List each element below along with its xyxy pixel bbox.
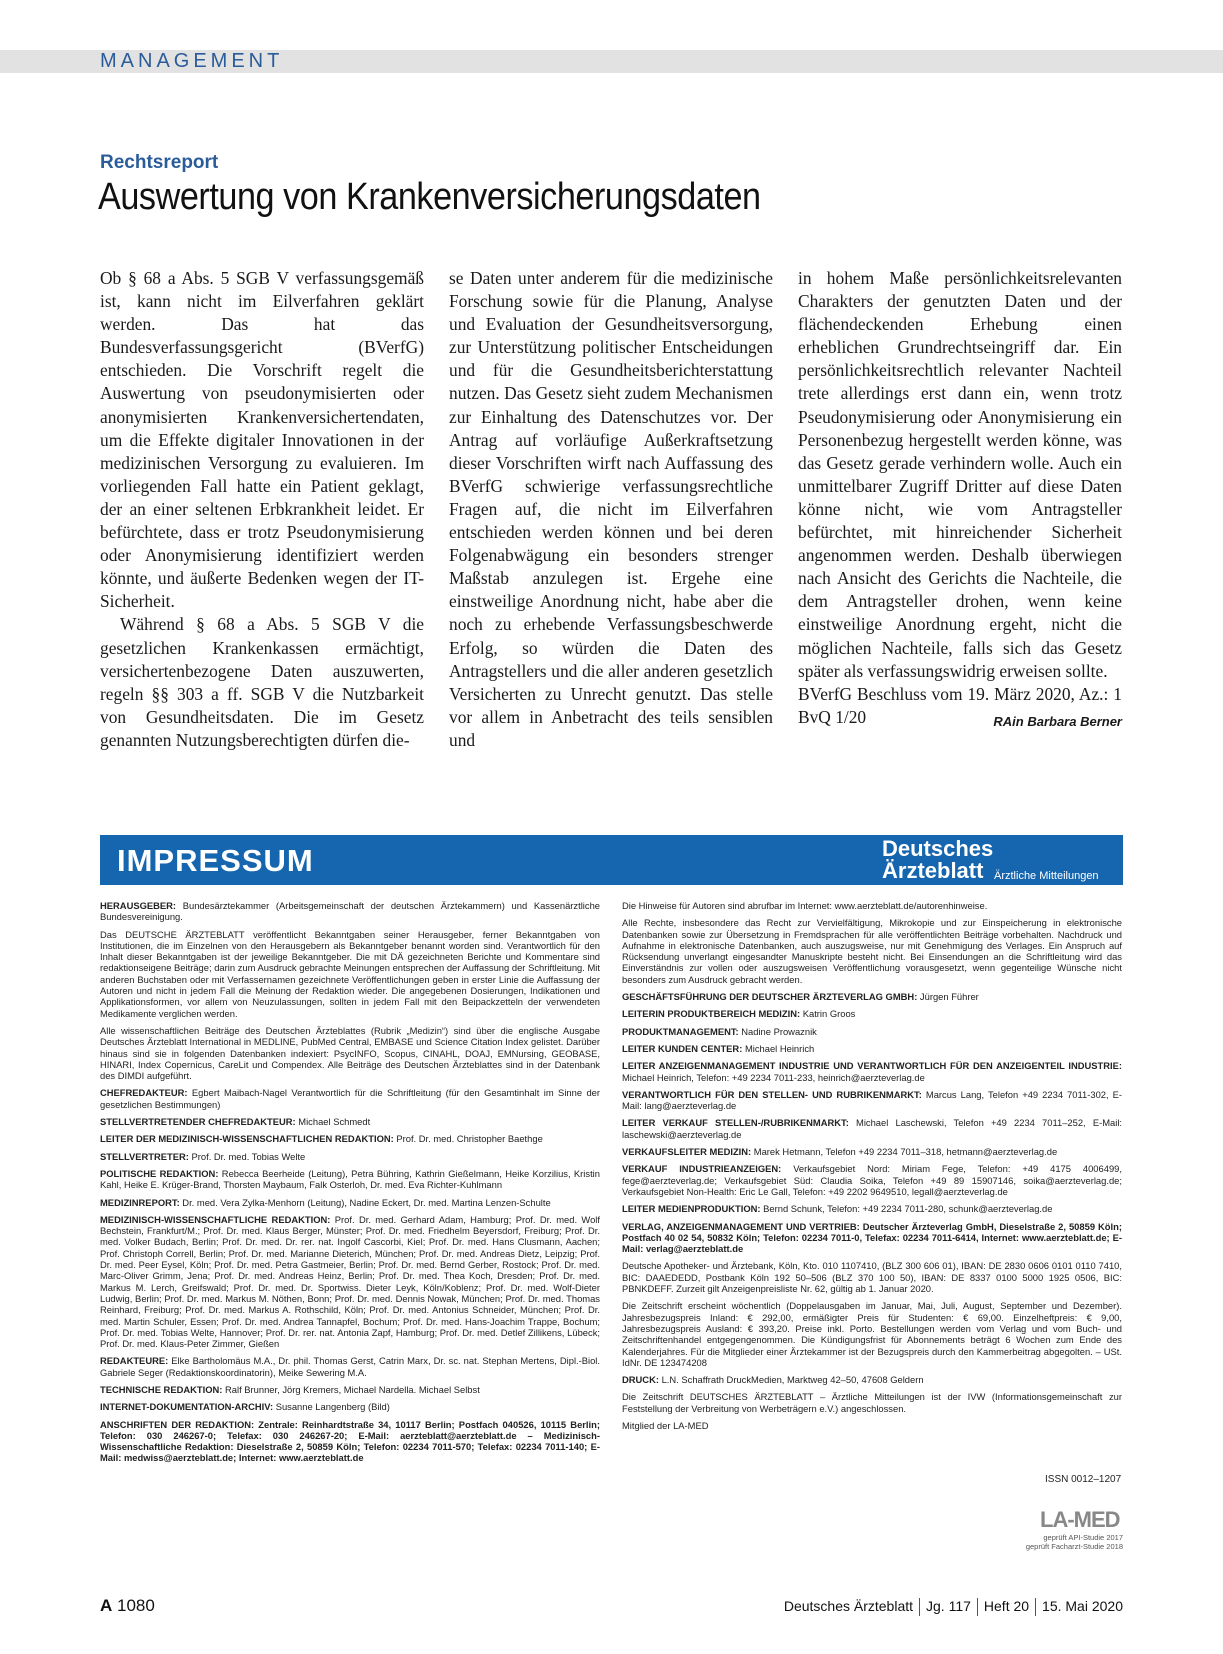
impressum-entry [622, 1089, 1122, 1112]
impressum-heading: VERKAUF INDUSTRIEANZEIGEN: [622, 1163, 782, 1175]
impressum-entry [100, 1355, 600, 1378]
court-reference: BVerfG Beschluss vom 19. März 2020, Az.: 1 BvQ 1/20 [798, 683, 1122, 727]
impressum-entry [622, 1163, 1122, 1197]
article-column-2 [449, 267, 773, 752]
lamed-cert-2: geprüft Facharzt-Studie 2018 [1025, 1542, 1123, 1551]
impressum-text: Michael Laschewski, Telefon +49 2234 7011–252, E-Mail: laschewski@aerzteverlag.de [622, 1117, 1123, 1140]
issn: ISSN 0012–1207 [1045, 1474, 1122, 1485]
impressum-heading: LEITER DER MEDIZINISCH-WISSENSCHAFTLICHEN REDAKTION: [100, 1133, 394, 1145]
impressum-entry [622, 1391, 1122, 1414]
impressum-text: Michael Heinrich [744, 1042, 815, 1054]
impressum-heading: DRUCK: [622, 1374, 659, 1386]
impressum-entry [100, 1025, 600, 1081]
footer-issue: Heft 20 [983, 1598, 1030, 1614]
impressum-text: Nadine Prowaznik [741, 1025, 817, 1037]
journal-logo-subtitle: Ärztliche Mitteilungen [994, 870, 1099, 882]
impressum-entry [100, 1401, 600, 1412]
impressum-heading: STELLVERTRETENDER CHEFREDAKTEUR: [100, 1116, 296, 1128]
impressum-column-right [622, 900, 1122, 1437]
impressum-text: Alle Rechte, insbesondere das Recht zur Vervielfältigung, Mikrokopie und zur Einspeicherung in elektronische Datenbanken sowie zur Übersetzung in Fremdsprachen für alle veröffentlichten Beiträge vorbehalten. Nachdruck und Aufnahme in elektronische Datenbanken, auch auszugsweise, nur mit Genehmigung des Verlages. Ein Anspruch auf Rücksendung unverlangt eingesandter Manuskripte besteht nicht. Bei Einsendungen an die Schriftleitung wird das Einverständnis zur vollen oder auszugsweisen Veröffentlichung vorausgesetzt, wenn gegenteilige Wünsche nicht besonders zum Ausdruck gebracht werden. [622, 917, 1122, 985]
impressum-column-left [100, 900, 600, 1470]
impressum-entry [622, 991, 1122, 1002]
paragraph: Ob § 68 a Abs. 5 SGB V verfassungsgemäß ist, kann nicht im Eilverfahren geklärt werden. Das hat das Bundesverfassungsgericht (BVerfG) entschieden. Die Vorschrift regelt die Auswertung von pseudonymisierten oder anonymisierten Krankenversichertendaten, um die Effekte digitaler Innovationen in der medizinischen Versorgung zu evaluieren. Im vorliegenden Fall hatte ein Patient geklagt, der an einer seltenen Erbkrankheit leidet. Er befürchtete, dass er trotz Pseudonymisierung oder Anonymisierung identifiziert werden könnte, und äußerte Bedenken wegen der IT-Sicherheit. [100, 268, 424, 612]
impressum-entry [622, 1203, 1122, 1214]
impressum-entry [100, 929, 600, 1019]
impressum-entry [622, 917, 1122, 985]
lamed-cert-1: geprüft API-Studie 2017 [1043, 1533, 1123, 1542]
impressum-heading: MEDIZINISCH-WISSENSCHAFTLICHE REDAKTION: [100, 1213, 331, 1225]
impressum-heading: REDAKTEURE: [100, 1355, 169, 1367]
impressum-heading: GESCHÄFTSFÜHRUNG DER DEUTSCHER ÄRZTEVERLAG GMBH: [622, 991, 918, 1003]
impressum-entry [622, 1043, 1122, 1054]
paragraph: in hohem Maße persönlichkeitsrelevanten Charakters der genutzten Daten und der flächendeckenden Erhebung einen erheblichen Grundrechtseingriff dar. Ein persönlichkeitsrechtlich relevanter Nachteil trete allerdings erst dann ein, wenn trotz Pseudonymisierung oder Anonymisierung ein Personenbezug hergestellt werden könne, was das Gesetz gerade verhindern wolle. Auch ein unmittelbarer Zugriff Dritter auf diese Daten könne nicht, wie vom Antragsteller befürchtet, mit hinreichender Sicherheit angenommen werden. Deshalb überwiegen nach Ansicht des Gerichts die Nachteile, die dem Antragsteller drohen, wenn keine einstweilige Anordnung ergeht, nicht die möglichen Nachteile, falls sich das Gesetz später als verfassungswidrig erweisen sollte. [798, 268, 1122, 681]
impressum-text: L.N. Schaffrath DruckMedien, Marktweg 42–50, 47608 Geldern [661, 1374, 924, 1386]
footer-journal-info [784, 1598, 1123, 1616]
impressum-text: Marek Hetmann, Telefon +49 2234 7011–318, hetmann@aerzteverlag.de [753, 1146, 1058, 1158]
impressum-heading: LEITER KUNDEN CENTER: [622, 1042, 743, 1054]
impressum-entry [622, 1060, 1122, 1083]
article-column-1 [100, 267, 424, 752]
page-number: A 1080 [100, 1596, 155, 1615]
impressum-text: Die Hinweise für Autoren sind abrufbar im Internet: www.aerzteblatt.de/autorenhinweise. [622, 900, 988, 911]
author-signature: RAin Barbara Berner [993, 713, 1122, 729]
impressum-heading: PRODUKTMANAGEMENT: [622, 1025, 739, 1037]
impressum-heading: STELLVERTRETER: [100, 1150, 189, 1162]
impressum-entry [622, 1300, 1122, 1368]
impressum-heading: LEITERIN PRODUKTBEREICH MEDIZIN: [622, 1008, 801, 1020]
impressum-heading: CHEFREDAKTEUR: [100, 1087, 188, 1099]
impressum-entry [622, 1260, 1122, 1294]
impressum-text: Prof. Dr. med. Gerhard Adam, Hamburg; Prof. Dr. med. Wolf Bechstein, Frankfurt/M.; Prof. Dr. med. Klaus Berger, Münster; Prof. Dr. med. Friedhelm Beyersdorf, Freiburg; Prof. Dr. med. Volker Budach, Berlin; Prof. Dr. med. Dr. rer. nat. Ingolf Cascorbi, Kiel; Prof. Dr. med. Hans Clusmann, Aachen; Prof. Christoph Correll, Berlin; Prof. Dr. med. Marianne Dieterich, München; Prof. Dr. med. Andreas Dietz, Leipzig; Prof. Dr. med. Peer Eysel, Köln; Prof. Dr. med. Petra Gastmeier, Berlin; Prof. Dr. med. Bernd Gerber, Rostock; Prof. Dr. med. Marc-Oliver Grimm, Jena; Prof. Dr. med. Andreas Heinz, Berlin; Prof. Dr. med. Thea Koch, Dresden; Prof. Dr. med. Markus M. Lerch, Greifswald; Prof. Dr. med. Dr. Sportwiss. Dieter Leyk, Köln/Koblenz; Prof. Dr. med. Wolf-Dieter Ludwig, Berlin; Prof. Dr. med. Markus M. Nöthen, Bonn; Prof. Dr. med. Dennis Nowak, München; Prof. Dr. med. Thomas Reinhard, Freiburg; Prof. Dr. med. Markus A. Rothschild, Köln; Prof. Dr. med. Antonius Schneider, München; Prof. Dr. med. Martin Schuler, Essen; Prof. Dr. med. Andrea Tannapfel, Bochum; Prof. Dr. med. Hans-Joachim Trappe, Bochum; Prof. Dr. med. Tobias Welte, Hannover; Prof. Dr. rer. nat. Antonia Zapf, Hamburg; Prof. Dr. med. Detlef Zillikens, Lübeck; Prof. Dr. med. Klaus-Peter Zimmer, Gießen [100, 1213, 600, 1350]
impressum-text: Michael Schmedt [298, 1116, 371, 1128]
footer-volume: Jg. 117 [926, 1598, 971, 1614]
impressum-title: IMPRESSUM [117, 843, 314, 878]
impressum-entry [100, 1133, 600, 1144]
impressum-text: Egbert Maibach-Nagel Verantwortlich für die Schriftleitung (für den Gesamtinhalt im Sinne der gesetzlichen Bestimmungen) [100, 1087, 600, 1110]
impressum-entry [100, 1151, 600, 1162]
impressum-entry [100, 1419, 600, 1464]
impressum-text: Deutsche Apotheker- und Ärztebank, Köln, Kto. 010 1107410, (BLZ 300 606 01), IBAN: DE 2830 0606 0101 0110 7410, BIC: DAAEDEDD, Postbank Köln 192 50–506 (BLZ 370 100 50), IBAN: DE 8337 0100 5000 1925 0506, BIC: PBNKDEFF. Zurzeit gilt Anzeigenpreisliste Nr. 62, gültig ab 1. Januar 2020. [622, 1260, 1122, 1295]
impressum-text: Katrin Groos [802, 1008, 856, 1020]
impressum-text: Elke Bartholomäus M.A., Dr. phil. Thomas Gerst, Catrin Marx, Dr. sc. nat. Stephan Mertens, Dipl.-Biol. Gabriele Seger (Redaktionskoordinatorin), Meike Sewering M.A. [100, 1355, 600, 1378]
impressum-text: Ralf Brunner, Jörg Kremers, Michael Nardella. Michael Selbst [225, 1383, 480, 1395]
impressum-text: Dr. med. Vera Zylka-Menhorn (Leitung), Nadine Eckert, Dr. med. Martina Lenzen-Schulte [182, 1196, 551, 1208]
impressum-heading: LEITER MEDIENPRODUKTION: [622, 1203, 761, 1215]
article-kicker: Rechtsreport [100, 152, 219, 173]
impressum-heading: POLITISCHE REDAKTION: [100, 1167, 219, 1179]
impressum-text: Die Zeitschrift DEUTSCHES ÄRZTEBLATT – Ärztliche Mitteilungen ist der IVW (Informationsgemeinschaft zur Feststellung der Verbreitung von Werbeträgern e.V.) angeschlossen. [622, 1391, 1122, 1414]
impressum-entry [100, 900, 600, 923]
impressum-entry [622, 1374, 1122, 1385]
impressum-entry [100, 1087, 600, 1110]
impressum-text: Mitglied der LA-MED [622, 1419, 709, 1431]
impressum-entry [100, 1116, 600, 1127]
footer-journal: Deutsches Ärzteblatt [783, 1598, 914, 1614]
impressum-text: Prof. Dr. med. Christopher Baethge [396, 1133, 543, 1145]
impressum-text: Das DEUTSCHE ÄRZTEBLATT veröffentlicht Bekanntgaben seiner Herausgeber, ferner Bekanntgaben von Institutionen, die im Einzelnen von den Herausgebern als Bekanntgeber benannt worden sind. Verantwortlich für den Inhalt dieser Bekanntgaben ist der jeweilige Bekanntgeber. Die mit DÄ gezeichneten Berichte und Kommentare sind redaktionseigene Beiträge; darin zum Ausdruck gebrachte Meinungen entsprechen der Auffassung der Schriftleitung. Mit anderen Buchstaben oder mit Verfassernamen gezeichnete Veröffentlichungen geben in erster Linie die Auffassung der Autoren und nicht in jedem Fall die Meinung der Redaktion wieder. Die angegebenen Dosierungen, Indikationen und Applikationsformen, vor allem von Neuzulassungen, sollten in jedem Fall mit den Beipackzetteln der verwendeten Medikamente verglichen werden. [100, 928, 600, 1019]
article-column-3 [798, 267, 1122, 733]
footer-date: 15. Mai 2020 [1042, 1598, 1123, 1614]
impressum-entry [100, 1197, 600, 1208]
impressum-entry [622, 1420, 1122, 1431]
impressum-heading: LEITER VERKAUF STELLEN-/RUBRIKENMARKT: [622, 1117, 849, 1129]
impressum-entry [100, 1214, 600, 1350]
impressum-text: Jürgen Führer [919, 991, 979, 1003]
impressum-entry [622, 1117, 1122, 1140]
journal-logo-line2: Ärzteblatt [882, 858, 984, 883]
impressum-heading: VERANTWORTLICH FÜR DEN STELLEN- UND RUBRIKENMARKT: [622, 1088, 922, 1100]
lamed-certifications [1008, 1533, 1123, 1551]
impressum-text: Marcus Lang, Telefon +49 2234 7011-302, E-Mail: lang@aerzteverlag.de [622, 1088, 1123, 1112]
paragraph [798, 683, 1122, 729]
journal-logo-line1: Deutsches [882, 836, 994, 861]
paragraph: Während § 68 a Abs. 5 SGB V die gesetzlichen Krankenkassen ermächtigt, versichertenbezogene Daten auszuwerten, regeln §§ 303 a ff. SGB V die Nutzbarkeit von Gesundheitsdaten. Die im Gesetz genannten Nutzungsberechtigten dürfen die- [100, 614, 424, 750]
impressum-text: Die Zeitschrift erscheint wöchentlich (Doppelausgaben im Januar, Mai, Juli, August, September und Dezember). Jahresbezugspreis Inland: € 292,00, ermäßigter Preis für Studenten: € 69,00. Einzelheftpreis: € 9,00, Jahresbezugspreis Ausland: € 393,20. Preise inkl. Porto. Bestellungen werden vom Verlag und vom Buch- und Zeitschriftenhandel entgegengenommen. Die Kündigungsfrist für Abonnements beträgt 6 Wochen zum Ende des Kalenderjahres. Für die Mitglieder einer Ärztekammer ist der Bezugspreis durch den Kammerbeitrag abgegolten. – USt. IdNr. DE 123474208 [622, 1300, 1122, 1368]
impressum-heading: LEITER ANZEIGENMANAGEMENT INDUSTRIE UND VERANTWORTLICH FÜR DEN ANZEIGENTEIL INDUSTRIE: [622, 1060, 1122, 1072]
impressum-text: Bundesärztekammer (Arbeitsgemeinschaft der deutschen Ärztekammern) und Kassenärztliche Bundesvereinigung. [100, 900, 600, 923]
impressum-text: Bernd Schunk, Telefon: +49 2234 7011-280, schunk@aerzteverlag.de [763, 1203, 1053, 1215]
impressum-heading: TECHNISCHE REDAKTION: [100, 1383, 223, 1395]
impressum-entry [100, 1168, 600, 1191]
impressum-entry [622, 1221, 1122, 1255]
impressum-entry [622, 1008, 1122, 1019]
impressum-heading: INTERNET-DOKUMENTATION-ARCHIV: [100, 1401, 274, 1413]
section-label: MANAGEMENT [100, 50, 284, 72]
impressum-heading: HERAUSGEBER: [100, 900, 177, 911]
impressum-heading: MEDIZINREPORT: [100, 1196, 180, 1208]
lamed-logo: LA-MED [1040, 1507, 1120, 1532]
impressum-heading: VERLAG, ANZEIGENMANAGEMENT UND VERTRIEB: Deutscher Ärzteverlag GmbH, Dieselstraße 2, 50859 Köln; Postfach 40 02 54, 50832 Köln; Telefon: 02234 7011-0, Telefax: 02234 7011-6414, Internet: www.aerzteblatt.de; E-Mail: verlag@aerzteblatt.de [622, 1220, 1122, 1255]
paragraph: se Daten unter anderem für die medizinische Forschung sowie für die Planung, Analyse und Evaluation der Gesundheitsversorgung, zur Unterstützung politischer Entscheidungen und für die Gesundheitsberichterstattung nutzen. Das Gesetz sieht zudem Mechanismen zur Einhaltung des Datenschutzes vor. Der Antrag auf vorläufige Außerkraftsetzung dieser Vorschriften wirft nach Auffassung des BVerfG schwierige verfassungsrechtliche Fragen auf, die nicht im Eilverfahren entschieden werden können und bei deren Folgenabwägung ein besonders strenger Maßstab anzulegen ist. Ergehe eine einstweilige Anordnung nicht, habe aber die noch zu erhebende Verfassungsbeschwerde Erfolg, so würden die Daten des Antragstellers und die aller anderen gesetzlich Versicherten zu Unrecht genutzt. Das stelle vor allem in Anbetracht des teils sensiblen und [449, 268, 773, 750]
impressum-text: Rebecca Beerheide (Leitung), Petra Bühring, Kathrin Gießelmann, Heike Korzilius, Kristin Kahl, Heike E. Krüger-Brand, Thorsten Maybaum, Falk Osterloh, Dr. med. Eva Richter-Kuhlmann [100, 1167, 600, 1191]
impressum-text: Susanne Langenberg (Bild) [275, 1401, 390, 1413]
impressum-text: Alle wissenschaftlichen Beiträge des Deutschen Ärzteblattes (Rubrik „Medizin“) sind über die englische Ausgabe Deutsches Ärzteblatt International in MEDLINE, PubMed Central, EMBASE und Science Citation Index gelistet. Darüber hinaus sind sie in folgenden Datenbanken indexiert: PsycINFO, Scopus, CINAHL, DOAJ, EMNursing, GEOBASE, HINARI, Index Copernicus, CareLit und Compendex. Alle Beiträge des Deutschen Ärzteblattes sind in der Datenbank des DIMDI aufgeführt. [100, 1024, 600, 1082]
impressum-text: Verkaufsgebiet Nord: Miriam Fege, Telefon: +49 4175 4006499, fege@aerzteverlag.de; Verkaufsgebiet Süd: Claudia Soika, Telefon +49 89 15907146, soika@aerzteverlag.de; Verkaufsgebiet Non-Health: Eric Le Gall, Telefon: +49 2202 9649510, legall@aerzteverlag.de [622, 1163, 1122, 1197]
impressum-heading: VERKAUFSLEITER MEDIZIN: [622, 1146, 752, 1158]
impressum-entry [622, 900, 1122, 911]
impressum-text: Michael Heinrich, Telefon: +49 2234 7011-233, heinrich@aerzteverlag.de [622, 1071, 925, 1083]
impressum-text: Prof. Dr. med. Tobias Welte [191, 1150, 306, 1162]
impressum-entry [622, 1146, 1122, 1157]
article-title: Auswertung von Krankenversicherungsdaten [98, 176, 761, 218]
impressum-heading: ANSCHRIFTEN DER REDAKTION: Zentrale: Reinhardtstraße 34, 10117 Berlin; Postfach 040526, 10115 Berlin; Telefon: 030 246267-0; Telefax: 030 246267-20; E-Mail: aerzteblatt@aerzteblatt.de – Medizinisch-Wissenschaftliche Redaktion: Dieselstraße 2, 50859 Köln; Telefon: 02234 7011-570; Telefax: 02234 7011-140; E-Mail: medwiss@aerzteblatt.de; Internet: www.aerzteblatt.de [100, 1418, 600, 1464]
impressum-entry [622, 1026, 1122, 1037]
impressum-entry [100, 1384, 600, 1395]
